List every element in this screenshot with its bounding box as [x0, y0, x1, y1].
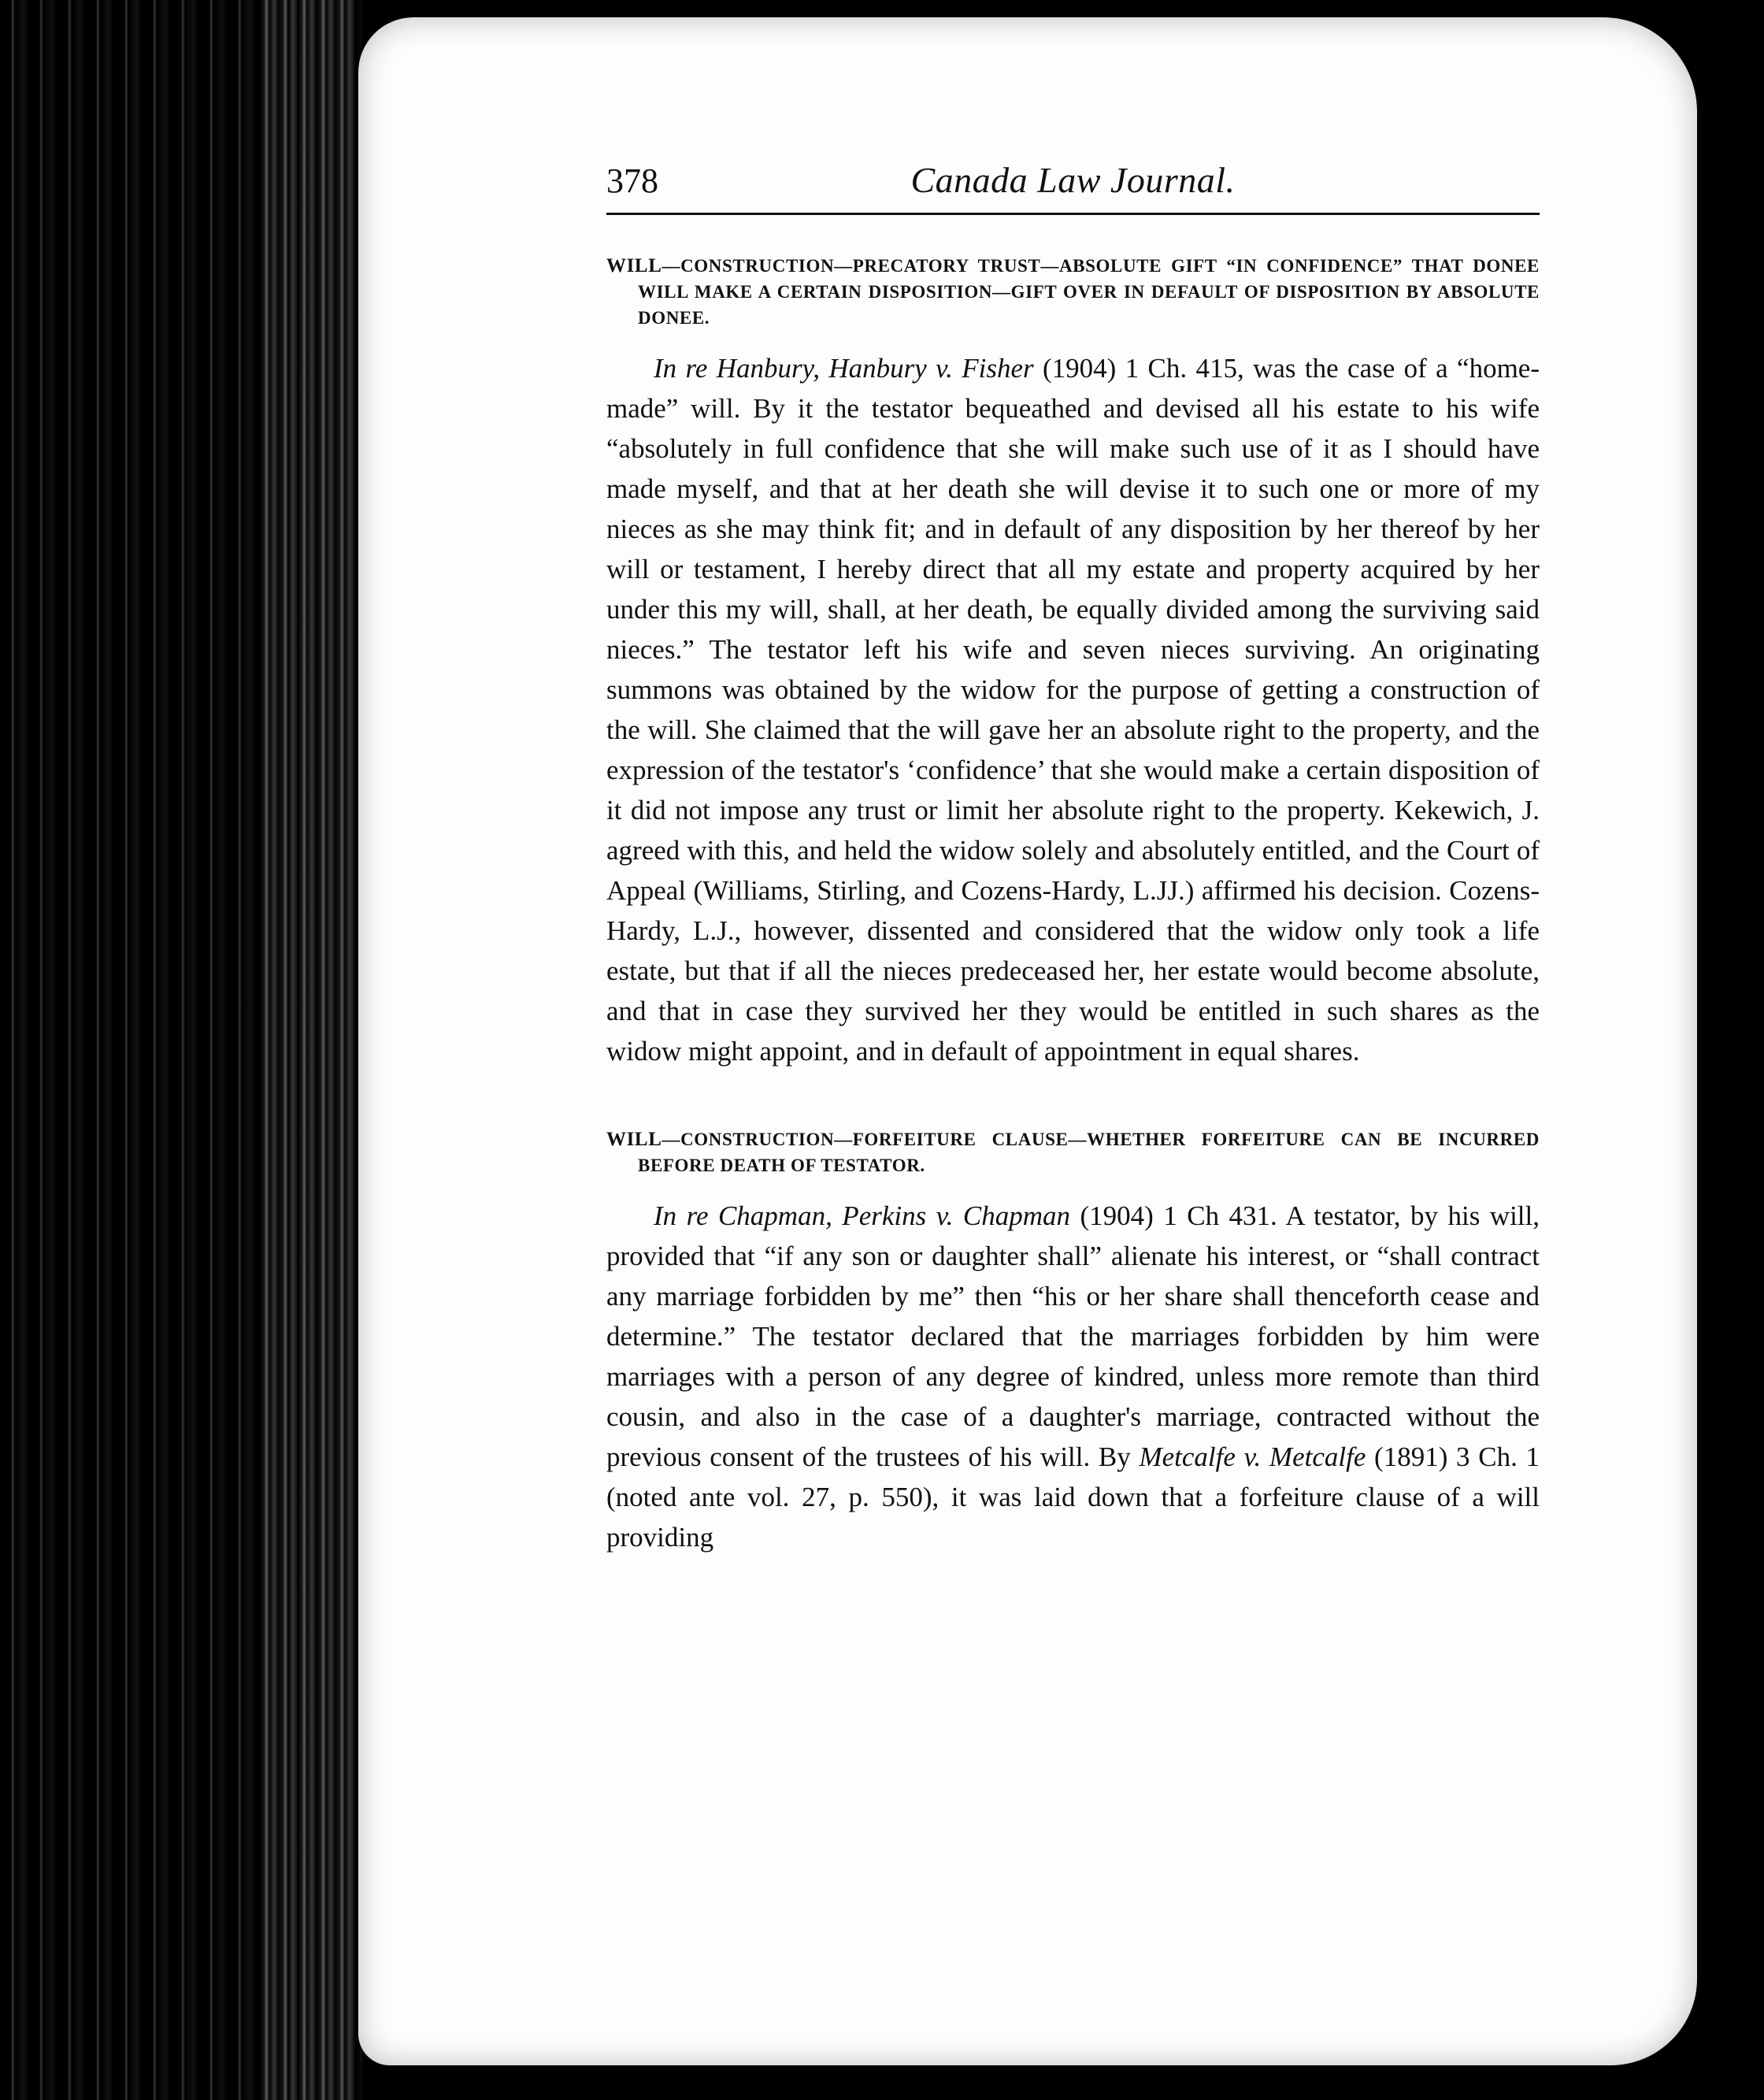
- headnote: [606, 1126, 1540, 1178]
- case-name: In re Chapman, Perkins v. Chapman: [654, 1200, 1070, 1231]
- headnote-text: —CONSTRUCTION—FORFEITURE CLAUSE—WHETHER FORFEITURE CAN BE INCURRED BEFORE DEATH OF TESTATOR.: [638, 1130, 1540, 1175]
- case-section-chapman: [606, 1126, 1540, 1557]
- headnote-lead: WILL: [606, 1129, 662, 1150]
- case-body-tail: (1891) 3 Ch. 1 (noted ante vol. 27, p. 550), it was laid down that a forfeiture clause of a will providing: [606, 1441, 1540, 1553]
- case-body: (1904) 1 Ch. 415, was the case of a “home-made” will. By it the testator bequeathed and devised all his estate to his wife “absolutely in full confidence that she will make such use of it as I should have made myself, and that at her death she will devise it to such one or more of my nieces as she may think fit; and in default of any disposition by her thereof by her will or testament, I hereby direct that all my estate and property acquired by her under this my will, shall, at her death, be equally divided among the surviving said nieces.” The testator left his wife and seven nieces surviving. An originating summons was obtained by the widow for the purpose of getting a construction of the will. She claimed that the will gave her an absolute right to the property, and the expression of the testator's ‘confidence’ that she would make a certain disposition of it did not impose any trust or limit her absolute right to the property. Kekewich, J. agreed with this, and held the widow solely and absolutely entitled, and the Court of Appeal (Williams, Stirling, and Cozens-Hardy, L.JJ.) affirmed his decision. Cozens-Hardy, L.J., however, dissented and considered that the widow only took a life estate, but that if all the nieces predeceased her, her estate would become absolute, and that in case they survived her they would be entitled in such shares as the widow might appoint, and in default of appointment in equal shares.: [606, 353, 1540, 1067]
- headnote-lead: WILL: [606, 255, 662, 276]
- page-number: 378: [606, 161, 658, 200]
- page-content: [606, 158, 1540, 1612]
- binding-shadow: [260, 0, 354, 2100]
- case-section-hanbury: [606, 253, 1540, 1071]
- headnote: [606, 253, 1540, 331]
- case-paragraph: [606, 348, 1540, 1071]
- journal-title: Canada Law Journal.: [910, 160, 1236, 200]
- case-body: (1904) 1 Ch 431. A testator, by his will, provided that “if any son or daughter shall” alienate his interest, or “shall contract any marriage forbidden by me” then “his or her share shall thenceforth cease and determine.” The testator declared that the marriages forbidden by him were marriages with a person of any degree of kindred, unless more remote than third cousin, and also in the case of a daughter's marriage, contracted without the previous consent of the trustees of his will. By: [606, 1200, 1540, 1472]
- headnote-text: —CONSTRUCTION—PRECATORY TRUST—ABSOLUTE GIFT “IN CONFIDENCE” THAT DONEE WILL MAKE A CERTAIN DISPOSITION—GIFT OVER IN DEFAULT OF DISPOSITION BY ABSOLUTE DONEE.: [638, 256, 1540, 328]
- case-name: In re Hanbury, Hanbury v. Fisher: [654, 353, 1034, 384]
- case-paragraph: [606, 1196, 1540, 1557]
- running-head: [606, 158, 1540, 215]
- cited-case: Metcalfe v. Metcalfe: [1139, 1441, 1366, 1472]
